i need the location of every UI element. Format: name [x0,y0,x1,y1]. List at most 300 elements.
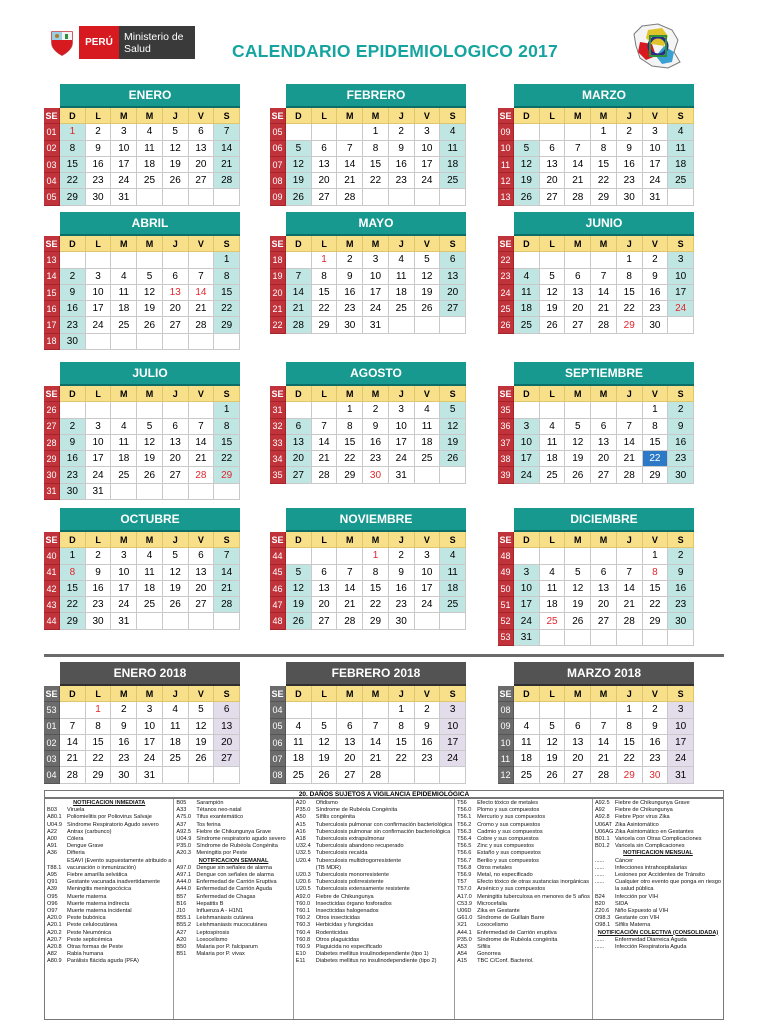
day-cell: 20 [163,451,189,467]
day-cell: 21 [337,173,363,189]
day-cell: 19 [137,301,163,317]
week-number: 08 [498,702,514,718]
day-cell: 4 [668,124,694,140]
weekday-header: V [415,386,441,402]
day-cell: 22 [86,751,112,767]
day-cell [389,767,415,783]
day-cell [440,767,466,783]
month-days-grid [498,386,694,484]
disease-code: E11 [295,958,306,965]
day-cell: 17 [86,451,112,467]
week-number: 12 [498,767,514,783]
disease-item [47,814,171,821]
month-title: JULIO [60,362,240,384]
day-cell: 19 [286,597,312,613]
weekday-header: M [137,686,163,702]
day-cell: 16 [643,285,669,301]
month-days-grid [270,686,466,784]
day-cell: 4 [137,548,163,564]
disease-name: Meningitis por Peste [196,850,248,857]
day-cell: 9 [415,719,441,735]
day-cell: 7 [337,565,363,581]
disease-code: U32.5 [295,850,311,857]
day-cell: 26 [440,451,466,467]
week-number: 46 [270,581,286,597]
week-number-header: SE [498,386,514,402]
week-number: 01 [44,124,60,140]
day-cell [189,484,215,500]
day-cell: 21 [591,301,617,317]
day-cell: 30 [617,189,643,205]
disease-name: Muerte materna incidental [67,908,132,915]
day-cell: 21 [565,173,591,189]
day-cell: 15 [643,581,669,597]
day-cell: 15 [60,157,86,173]
day-cell: 21 [60,751,86,767]
day-cell: 28 [189,317,215,333]
day-cell: 22 [617,301,643,317]
disease-item [296,944,452,951]
day-cell: 11 [286,735,312,751]
weekday-header: V [415,236,441,252]
month-days-grid [270,532,466,630]
disease-code: A33 [176,807,187,814]
day-cell: 4 [415,402,441,418]
disease-name: Plaguicida no especificado [315,944,383,951]
disease-name: Fiebre de Chikungunya Grave [196,828,272,835]
day-cell: 8 [86,719,112,735]
day-cell: 19 [540,751,566,767]
day-cell: 13 [189,141,215,157]
day-cell: 27 [440,301,466,317]
day-cell: 15 [214,285,240,301]
day-cell [286,402,312,418]
day-cell: 16 [389,581,415,597]
day-cell: 31 [668,767,694,783]
day-cell: 12 [540,285,566,301]
day-cell: 31 [363,317,389,333]
day-cell [137,252,163,268]
day-cell: 28 [363,767,389,783]
disease-code: X21 [457,922,468,929]
weekday-header: D [514,532,540,548]
day-cell: 30 [86,189,112,205]
disease-item [176,901,290,908]
disease-item [457,944,590,951]
disease-code [47,858,67,865]
weekday-header: S [440,236,466,252]
week-number-header: SE [44,386,60,402]
day-cell: 5 [415,252,441,268]
disease-code: T56.4 [457,836,472,843]
day-cell: 28 [591,317,617,333]
weekday-header: M [111,236,137,252]
disease-name: Muerte materna [67,893,107,900]
day-cell: 18 [540,597,566,613]
disease-item [457,872,590,879]
week-number: 02 [44,735,60,751]
day-cell: 8 [214,419,240,435]
day-cell: 12 [440,419,466,435]
day-cell: 29 [60,189,86,205]
day-cell: 15 [363,581,389,597]
disease-item [47,908,171,915]
weekday-header: L [312,236,338,252]
day-cell: 20 [540,173,566,189]
day-cell: 2 [643,252,669,268]
disease-code: T60.9 [295,944,311,951]
day-cell: 12 [163,141,189,157]
day-cell: 1 [617,252,643,268]
day-cell: 24 [137,751,163,767]
day-cell: 19 [286,173,312,189]
disease-name: Peste septicémica [67,936,113,943]
weekday-header: M [591,686,617,702]
disease-item [176,951,290,958]
day-cell [668,630,694,646]
day-cell: 3 [111,124,137,140]
day-cell: 31 [137,767,163,783]
day-cell: 30 [363,467,389,483]
day-cell: 23 [363,451,389,467]
disease-item [457,814,590,821]
disease-code: ...... [594,879,605,886]
disease-code: U04.9 [47,821,62,828]
month-title: JUNIO [514,212,694,234]
day-cell: 2 [337,252,363,268]
day-cell: 10 [86,285,112,301]
day-cell: 4 [137,124,163,140]
disease-name: Gonorrea [477,951,501,958]
surveillance-column [455,799,593,1019]
week-number: 35 [498,402,514,418]
day-cell: 28 [189,467,215,483]
disease-name: Rabia humana [67,951,104,958]
weekday-header: J [389,686,415,702]
day-cell: 22 [214,301,240,317]
week-number-header: SE [270,236,286,252]
day-cell: 12 [565,435,591,451]
day-cell [440,317,466,333]
day-cell: 23 [111,751,137,767]
week-number-header: SE [498,236,514,252]
week-number: 14 [44,269,60,285]
week-number: 49 [498,565,514,581]
month-title: OCTUBRE [60,508,240,530]
week-number: 02 [44,141,60,157]
disease-code: C53.9 [457,900,473,907]
disease-code: U20.6 [295,879,311,886]
day-cell [415,767,441,783]
disease-item [595,836,721,843]
day-cell: 25 [111,467,137,483]
day-cell: 28 [286,317,312,333]
day-cell [86,402,112,418]
day-cell: 14 [214,565,240,581]
month-days-grid [498,236,694,334]
week-number: 44 [270,548,286,564]
month-days-grid [270,386,466,484]
week-number: 31 [44,484,60,500]
weekday-header: M [565,532,591,548]
day-cell: 3 [86,269,112,285]
disease-name: Tuberculosis extrapulmonar [315,836,385,843]
day-cell: 3 [440,702,466,718]
day-cell: 1 [389,702,415,718]
disease-name: ESAVI (Evento supuestamente atribuido a [67,857,172,864]
day-cell [312,702,338,718]
weekday-header: D [286,236,312,252]
ministry-label: Ministerio de Salud [119,26,195,59]
disease-code: T56.6 [457,850,472,857]
disease-code: A53 [457,944,468,951]
disease-name: la salud pública [614,886,654,893]
disease-code: A39 [47,886,57,893]
disease-name: Dengue con señales de alarma [196,872,274,879]
month-title: MAYO [286,212,466,234]
day-cell: 6 [565,269,591,285]
disease-name: Malaria por P. falciparum [196,944,258,951]
day-cell: 7 [60,719,86,735]
disease-name: Lesiones por Accidentes de Tránsito [614,872,705,879]
week-number-header: SE [44,236,60,252]
day-cell: 17 [111,157,137,173]
day-cell: 3 [389,402,415,418]
disease-name: Antrax (carbunco) [67,828,112,835]
disease-name: Fiebre de Chikungunya Grave [614,800,690,806]
day-cell [389,317,415,333]
day-cell: 9 [86,565,112,581]
day-cell: 12 [189,719,215,735]
disease-item [296,829,452,836]
day-cell: 29 [363,613,389,629]
disease-name: Otros plaguicidas [315,936,359,943]
day-cell [440,467,466,483]
disease-code: B16 [176,900,187,907]
week-number: 07 [270,157,286,173]
disease-item [47,922,171,929]
disease-name: Diabetes mellitus no insulinodependiente (tipo 2) [315,958,437,965]
day-cell: 18 [111,451,137,467]
section-heading [47,800,171,807]
disease-code: A92.5 [176,828,191,835]
day-cell: 31 [389,467,415,483]
day-cell: 1 [312,252,338,268]
weekday-header: J [389,236,415,252]
day-cell: 11 [514,735,540,751]
week-number: 26 [44,402,60,418]
disease-item [457,922,590,929]
disease-item [176,879,290,886]
disease-code: B20 [594,900,605,907]
day-cell [363,189,389,205]
day-cell: 4 [540,565,566,581]
day-cell: 19 [163,157,189,173]
disease-code: B24 [594,893,605,900]
disease-item [176,930,290,937]
disease-item [176,807,290,814]
weekday-header: J [163,108,189,124]
day-cell: 12 [514,157,540,173]
disease-item [457,800,590,807]
day-cell: 5 [312,719,338,735]
weekday-header: D [60,386,86,402]
day-cell [565,252,591,268]
weekday-header: M [565,386,591,402]
day-cell: 5 [565,419,591,435]
day-cell: 17 [415,581,441,597]
month-days-grid [44,236,240,350]
disease-name: TBC C/Conf. Bacteriol. [477,958,534,965]
month-days-grid [498,686,694,784]
disease-name: Otros insecticidas [315,915,360,922]
day-cell: 6 [312,141,338,157]
weekday-header: J [163,236,189,252]
month-title: SEPTIEMBRE [514,362,694,384]
weekday-header: J [389,532,415,548]
week-number: 38 [498,451,514,467]
day-cell: 10 [389,419,415,435]
disease-name: Peste Neumónica [67,929,112,936]
disease-item [457,843,590,850]
weekday-header: S [214,236,240,252]
day-cell: 15 [617,735,643,751]
weekday-header: S [214,386,240,402]
disease-code: B05 [176,800,187,806]
day-cell: 26 [137,467,163,483]
day-cell: 29 [312,317,338,333]
disease-item [47,958,171,965]
day-cell [540,124,566,140]
disease-name: Leishmaniasis mucocutánea [196,922,267,929]
disease-name: Enfermedad de Carrión eruptiva [477,929,557,936]
day-cell: 3 [668,252,694,268]
day-cell: 6 [189,548,215,564]
day-cell [363,702,389,718]
disease-code: T56.3 [457,828,472,835]
weekday-header: D [514,686,540,702]
day-cell: 10 [415,565,441,581]
disease-item [176,872,290,879]
day-cell: 13 [591,435,617,451]
weekday-header: M [111,686,137,702]
week-number: 03 [44,751,60,767]
day-cell: 10 [111,565,137,581]
day-cell: 11 [540,435,566,451]
day-cell: 25 [111,317,137,333]
disease-name: Hepatitis B [196,900,224,907]
day-cell: 7 [617,565,643,581]
day-cell: 11 [668,141,694,157]
day-cell: 2 [389,548,415,564]
day-cell: 25 [389,301,415,317]
disease-item [296,822,452,829]
weekday-header: M [363,108,389,124]
disease-item [296,850,452,857]
day-cell: 5 [565,565,591,581]
disease-name: Leptospirosis [196,929,230,936]
disease-item [47,930,171,937]
disease-code: T56.0 [457,807,472,814]
day-cell: 26 [189,751,215,767]
weekday-header: L [86,386,112,402]
disease-name: Muerte materna indirecta [67,900,130,907]
day-cell: 26 [565,467,591,483]
disease-item [47,944,171,951]
disease-code: A92 [594,807,605,814]
weekday-header: D [60,236,86,252]
disease-item [296,958,452,965]
disease-item [595,814,721,821]
week-number-header: SE [498,108,514,124]
disease-item [595,908,721,915]
day-cell: 9 [337,269,363,285]
week-number: 15 [44,285,60,301]
day-cell: 23 [389,173,415,189]
day-cell [565,402,591,418]
week-number: 22 [498,252,514,268]
day-cell: 30 [337,317,363,333]
disease-name: Tifus exantemático [196,814,244,821]
day-cell [540,630,566,646]
day-cell: 5 [189,702,215,718]
day-cell: 4 [111,269,137,285]
weekday-header: V [643,236,669,252]
day-cell: 18 [440,581,466,597]
weekday-header: J [163,686,189,702]
disease-code: O98.3 [594,915,611,922]
disease-code: A15 [457,958,468,965]
disease-name: Dengue sin señales de alarma [196,864,272,871]
disease-item [176,829,290,836]
day-cell: 26 [415,301,441,317]
day-cell: 2 [60,269,86,285]
disease-code: U20.4 [295,857,311,864]
day-cell: 23 [668,597,694,613]
day-cell: 25 [415,451,441,467]
disease-name: SIDA [614,900,629,907]
disease-name: Cualquier otro evento que ponga en riesgo [614,879,721,886]
disease-item [47,894,171,901]
day-cell: 12 [415,269,441,285]
weekday-header: L [540,532,566,548]
disease-item [176,915,290,922]
day-cell: 15 [86,735,112,751]
disease-code: A95 [47,872,57,879]
disease-item [457,894,590,901]
day-cell: 1 [617,702,643,718]
weekday-header: M [591,386,617,402]
day-cell: 19 [565,451,591,467]
disease-item [595,894,721,901]
disease-item [457,829,590,836]
disease-name: Tuberculosis monorresistente [315,872,389,879]
day-cell: 29 [643,467,669,483]
day-cell: 2 [111,702,137,718]
disease-name: Fiebre Ppor virus Zika [614,814,670,821]
week-number-header: SE [44,686,60,702]
day-cell: 5 [540,719,566,735]
disease-code: O96 [47,900,58,907]
week-number: 47 [270,597,286,613]
disease-code: A92.0 [295,893,311,900]
weekday-header: M [337,532,363,548]
day-cell [514,402,540,418]
week-number: 13 [498,189,514,205]
weekday-header: J [389,386,415,402]
day-cell: 26 [286,189,312,205]
day-cell: 25 [514,317,540,333]
